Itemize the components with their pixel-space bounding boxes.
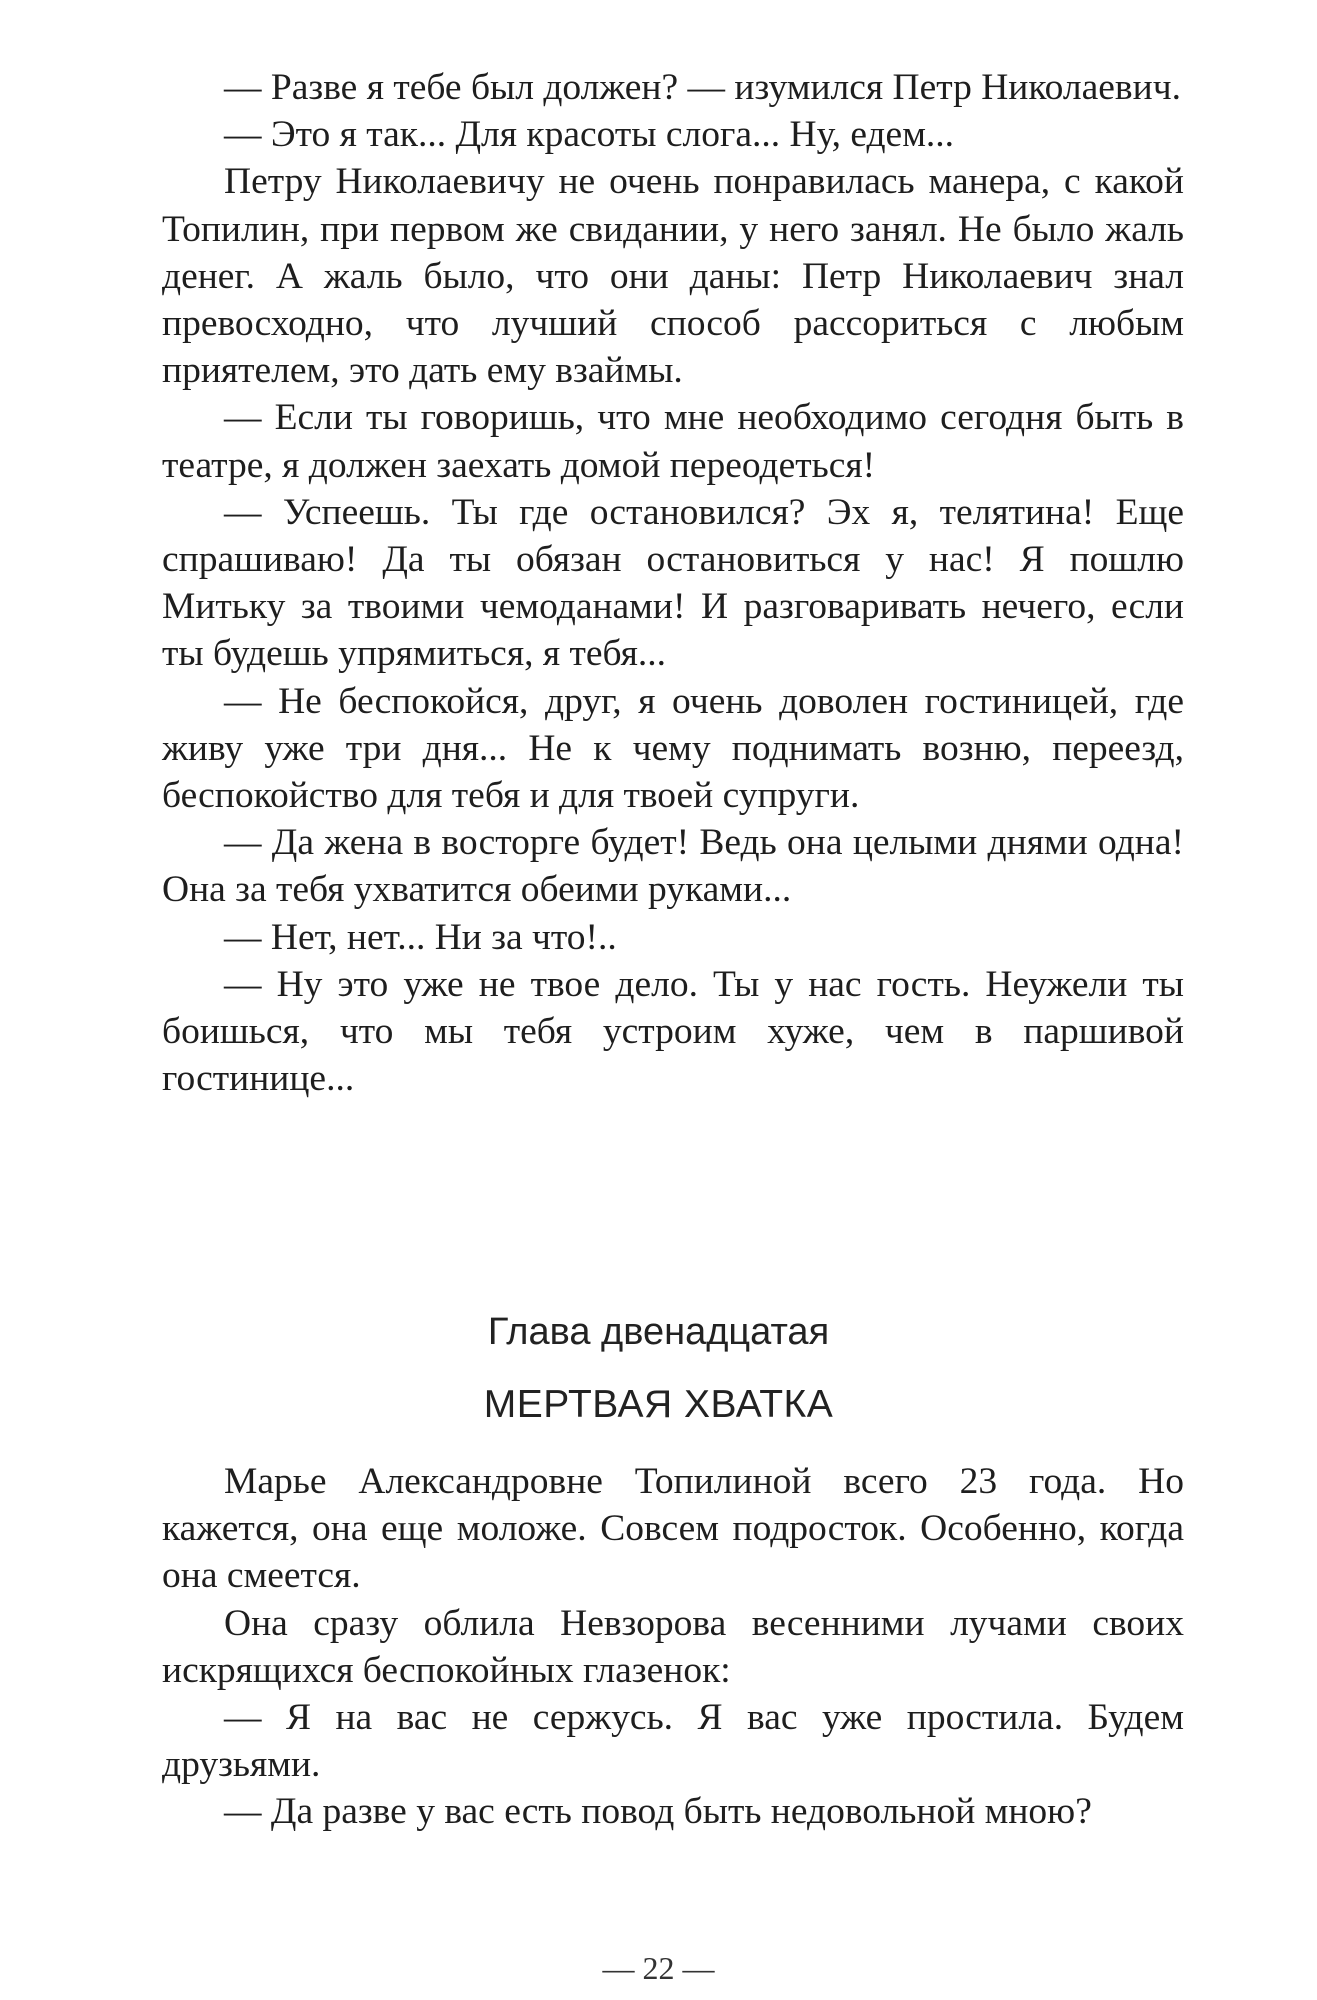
paragraph: Петру Николаевичу не очень понравилась манера, с какой Топилин, при первом же свидании, у него занял. Не было жаль денег. А жаль было, что они даны: Петр Николаевич знал превосходно, что лучший способ рассориться с любым приятелем, это дать ему взаймы. <box>162 161 1184 392</box>
paragraph: — Не беспокойся, друг, я очень доволен гостиницей, где живу уже три дня... Не к чему поднимать возню, переезд, беспокойство для тебя и для твоей супруги. <box>162 680 1184 817</box>
paragraph: — Да жена в восторге будет! Ведь она целыми днями одна! Она за тебя ухватится обеими руками... <box>162 822 1184 911</box>
chapter-number: Глава двенадцатая <box>487 1311 830 1353</box>
paragraph: — Разве я тебе был должен? — изумился Петр Николаевич. <box>224 67 1181 108</box>
paragraph: — Я на вас не сержусь. Я вас уже простила. Будем друзьями. <box>162 1697 1184 1786</box>
page-number: — 22 — <box>602 1950 715 1986</box>
paragraph: — Нет, нет... Ни за что!.. <box>224 916 617 958</box>
chapter-title: МЕРТВАЯ ХВАТКА <box>483 1383 834 1426</box>
paragraph: Она сразу облила Невзорова весенними лучами своих искрящихся беспокойных глазенок: <box>162 1602 1184 1691</box>
paragraph: Марье Александровне Топилиной всего 23 года. Но кажется, она еще моложе. Совсем подросток. Особенно, когда она смеется. <box>162 1461 1184 1597</box>
text-block-bottom <box>162 1458 1184 1836</box>
paragraph: — Если ты говоришь, что мне необходимо сегодня быть в театре, я должен заехать домой переодеться! <box>162 397 1184 486</box>
paragraph: — Успеешь. Ты где остановился? Эх я, телятина! Еще спрашиваю! Да ты обязан остановиться у нас! Я пошлю Митьку за твоими чемоданами! И разговаривать нечего, если ты будешь упрямиться, я тебя... <box>162 491 1184 675</box>
text-block-top <box>162 64 1184 1102</box>
paragraph: — Да разве у вас есть повод быть недовольной мною? <box>224 1791 1092 1833</box>
paragraph: — Это я так... Для красоты слога... Ну, едем... <box>224 114 955 156</box>
paragraph: — Ну это уже не твое дело. Ты у нас гость. Неужели ты боишься, что мы тебя устроим хуже, чем в паршивой гостинице... <box>162 963 1184 1100</box>
